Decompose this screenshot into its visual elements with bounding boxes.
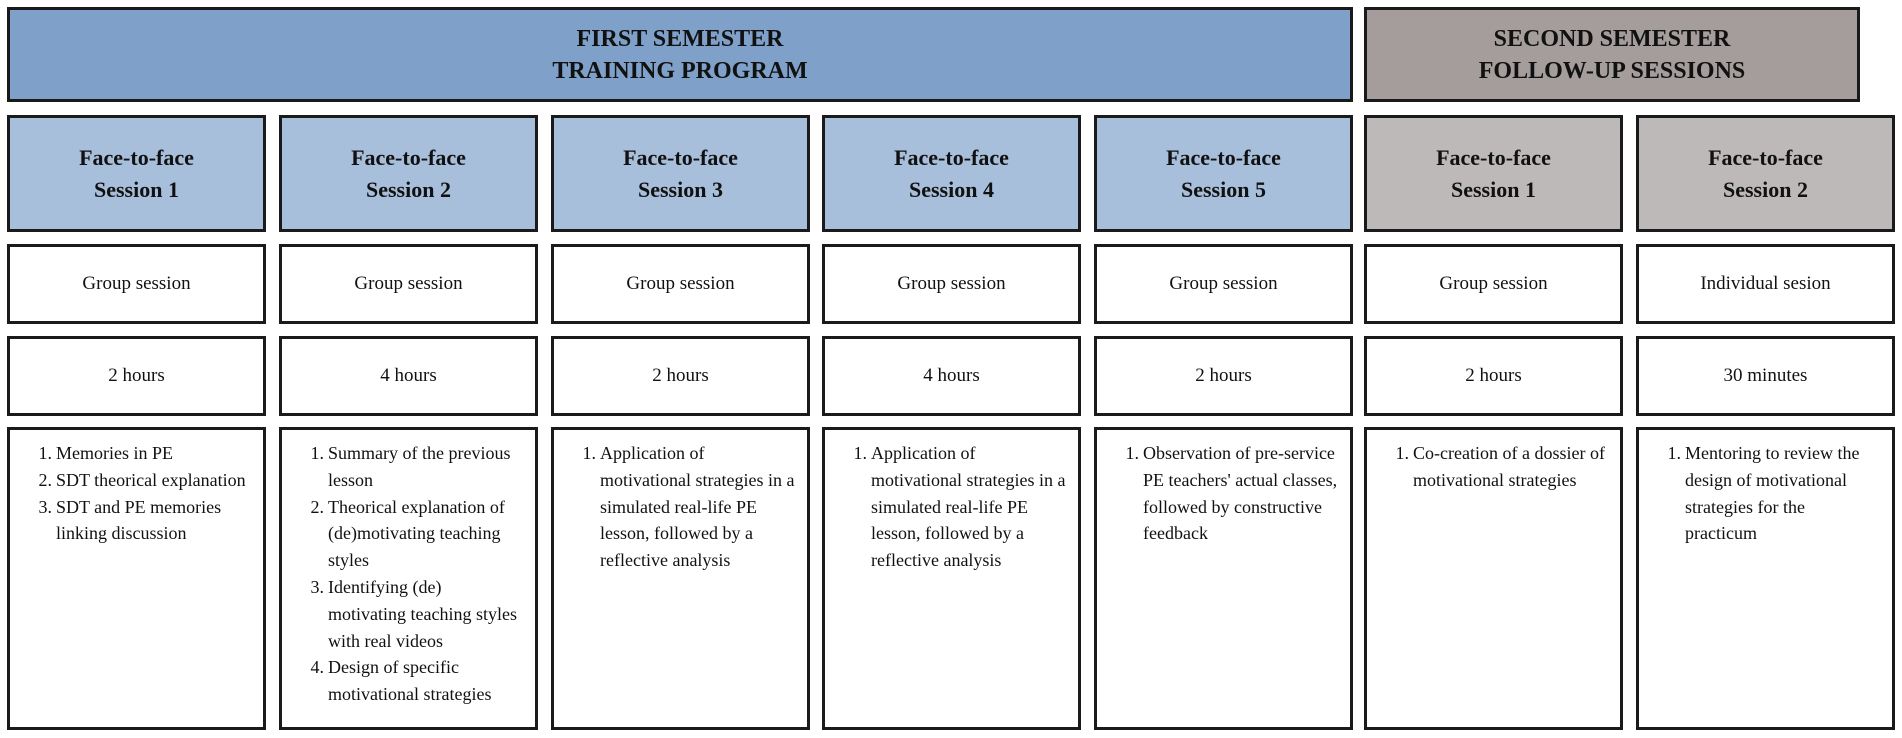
list-item: 2. SDT theorical explanation xyxy=(38,469,246,490)
session-header-4 xyxy=(822,115,1081,232)
session-content-6 xyxy=(1364,427,1623,730)
session-duration-7: 30 minutes xyxy=(1636,336,1895,416)
list-item: 1. Application of motivational strategies in a simulated real-life PE lesson, followed by a reflective analysis xyxy=(582,443,795,571)
session-title: Face-to-face xyxy=(1166,144,1281,170)
first-semester-banner xyxy=(7,7,1353,102)
session-duration-2: 4 hours xyxy=(279,336,538,416)
session-header-5 xyxy=(1094,115,1353,232)
second-semester-subtitle: FOLLOW-UP SESSIONS xyxy=(1478,57,1746,84)
session-title: Face-to-face xyxy=(623,144,738,170)
first-semester-subtitle: TRAINING PROGRAM xyxy=(552,57,808,84)
session-content-4 xyxy=(822,427,1081,730)
list-item: 2. Theorical explanation of (de)motivating teaching styles xyxy=(310,496,505,571)
session-number: Session 1 xyxy=(1451,176,1536,202)
list-item: 1. Observation of pre-service PE teachers' actual classes, followed by constructive feedback xyxy=(1125,443,1338,544)
session-duration-6: 2 hours xyxy=(1364,336,1623,416)
list-item: 1. Summary of the previous lesson xyxy=(310,443,511,490)
list-item: 1. Mentoring to review the design of motivational strategies for the practicum xyxy=(1667,443,1860,544)
session-title: Face-to-face xyxy=(1708,144,1823,170)
session-type-2: Group session xyxy=(279,244,538,324)
session-duration-3: 2 hours xyxy=(551,336,810,416)
session-duration-5: 2 hours xyxy=(1094,336,1353,416)
session-content-7 xyxy=(1636,427,1895,730)
list-item: 4. Design of specific motivational strategies xyxy=(310,657,492,705)
list-item: 3. SDT and PE memories linking discussion xyxy=(38,496,222,544)
session-type-7: Individual sesion xyxy=(1636,244,1895,324)
session-header-7 xyxy=(1636,115,1895,232)
session-title: Face-to-face xyxy=(1436,144,1551,170)
session-duration-4: 4 hours xyxy=(822,336,1081,416)
list-item: 1. Memories in PE xyxy=(38,443,173,463)
second-semester-banner xyxy=(1364,7,1860,102)
second-semester-title: SECOND SEMESTER xyxy=(1493,25,1731,52)
session-number: Session 5 xyxy=(1181,176,1266,202)
list-item: 1. Co-creation of a dossier of motivational strategies xyxy=(1395,443,1605,490)
session-content-2 xyxy=(279,427,538,730)
session-type-4: Group session xyxy=(822,244,1081,324)
session-content-5 xyxy=(1094,427,1353,730)
session-title: Face-to-face xyxy=(79,144,194,170)
list-item: 1. Application of motivational strategies in a simulated real-life PE lesson, followed by a reflective analysis xyxy=(853,443,1066,571)
session-duration-1: 2 hours xyxy=(7,336,266,416)
session-title: Face-to-face xyxy=(351,144,466,170)
first-semester-title: FIRST SEMESTER xyxy=(576,25,784,52)
session-number: Session 2 xyxy=(1723,176,1808,202)
session-number: Session 4 xyxy=(909,176,994,202)
session-header-6 xyxy=(1364,115,1623,232)
session-title: Face-to-face xyxy=(894,144,1009,170)
session-number: Session 3 xyxy=(638,176,723,202)
session-type-1: Group session xyxy=(7,244,266,324)
session-header-2 xyxy=(279,115,538,232)
session-content-1 xyxy=(7,427,266,730)
session-type-3: Group session xyxy=(551,244,810,324)
session-number: Session 2 xyxy=(366,176,451,202)
session-header-1 xyxy=(7,115,266,232)
session-type-6: Group session xyxy=(1364,244,1623,324)
session-number: Session 1 xyxy=(94,176,179,202)
session-content-3 xyxy=(551,427,810,730)
list-item: 3. Identifying (de) motivating teaching styles with real videos xyxy=(310,576,517,651)
session-header-3 xyxy=(551,115,810,232)
session-type-5: Group session xyxy=(1094,244,1353,324)
